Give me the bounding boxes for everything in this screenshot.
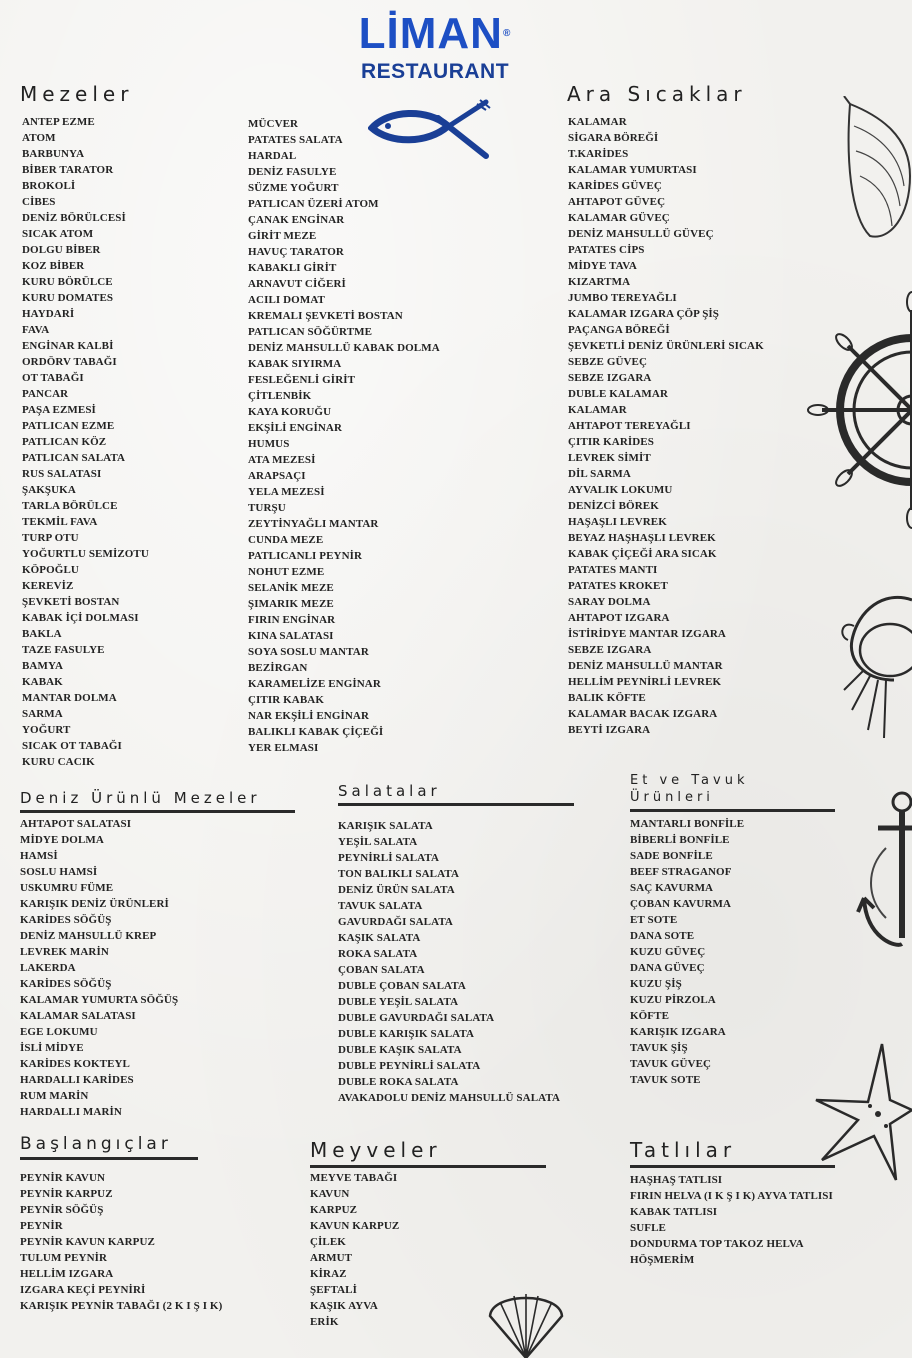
menu-item: NAR EKŞİLİ ENGİNAR	[248, 710, 369, 722]
menu-item: ET SOTE	[630, 914, 678, 926]
deniz-urunlu-mezeler-list	[20, 816, 178, 1120]
menu-item: KAVUN	[310, 1188, 350, 1200]
menu-item: KABAK SIYIRMA	[248, 358, 342, 370]
menu-item: SEBZE IZGARA	[568, 372, 652, 384]
menu-item: AHTAPOT IZGARA	[568, 612, 670, 624]
menu-item: TURŞU	[248, 502, 286, 514]
menu-item: MANTARLI BONFİLE	[630, 818, 745, 830]
menu-item: PATLICAN EZME	[22, 420, 115, 432]
menu-item: JUMBO TEREYAĞLI	[568, 292, 677, 304]
menu-item: LAKERDA	[20, 962, 76, 974]
seashell-icon	[840, 96, 912, 246]
menu-item: KABAK	[22, 676, 63, 688]
menu-item: PATLICANLI PEYNİR	[248, 550, 363, 562]
ship-wheel-icon	[800, 290, 912, 530]
section-mezeler	[20, 82, 133, 106]
section-title: Tatlılar	[630, 1138, 737, 1162]
et-tavuk-list	[630, 816, 744, 1088]
menu-item: TAVUK SALATA	[338, 900, 423, 912]
menu-item: EGE LOKUMU	[20, 1026, 98, 1038]
menu-item: PATATES SALATA	[248, 134, 343, 146]
menu-item: ARAPSAÇI	[248, 470, 306, 482]
menu-item: HAŞAŞLI LEVREK	[568, 516, 667, 528]
menu-item: SICAK ATOM	[22, 228, 94, 240]
menu-item: RUS SALATASI	[22, 468, 102, 480]
menu-item: DENİZCİ BÖREK	[568, 500, 659, 512]
menu-item: BALIK KÖFTE	[568, 692, 646, 704]
menu-item: SÜZME YOĞURT	[248, 182, 339, 194]
section-title: Başlangıçlar	[20, 1134, 172, 1154]
menu-item: DENİZ MAHSULLÜ KABAK DOLMA	[248, 342, 440, 354]
menu-item: TULUM PEYNİR	[20, 1252, 108, 1264]
menu-item: PEYNİR SÖĞÜŞ	[20, 1204, 104, 1216]
menu-item: CİBES	[22, 196, 56, 208]
menu-item: PAÇANGA BÖREĞİ	[568, 324, 670, 336]
menu-item: KURU CACIK	[22, 756, 95, 768]
menu-item: LEVREK SİMİT	[568, 452, 651, 464]
menu-item: SARAY DOLMA	[568, 596, 651, 608]
menu-item: DUBLE GAVURDAĞI SALATA	[338, 1012, 495, 1024]
menu-item: KUZU PİRZOLA	[630, 994, 716, 1006]
section-divider	[338, 803, 574, 806]
menu-item: KARİDES SÖĞÜŞ	[20, 914, 112, 926]
menu-item: CUNDA MEZE	[248, 534, 324, 546]
menu-item: DOLGU BİBER	[22, 244, 101, 256]
menu-item: ZEYTİNYAĞLI MANTAR	[248, 518, 379, 530]
scallop-shell-icon	[486, 1282, 566, 1358]
menu-item: DUBLE KARIŞIK SALATA	[338, 1028, 475, 1040]
menu-item: PATLICAN SÖĞÜRTME	[248, 326, 373, 338]
menu-item: KÖPOĞLU	[22, 564, 79, 576]
baslangiclar-list	[20, 1170, 222, 1314]
menu-item: DENİZ MAHSULLÜ MANTAR	[568, 660, 723, 672]
menu-item: YOĞURT	[22, 724, 71, 736]
menu-item: BEZİRGAN	[248, 662, 308, 674]
menu-item: HARDALLI MARİN	[20, 1106, 122, 1118]
section-divider	[310, 1165, 546, 1168]
menu-item: SİGARA BÖREĞİ	[568, 132, 659, 144]
section-title: Meyveler	[310, 1138, 442, 1162]
menu-item: DENİZ ÜRÜN SALATA	[338, 884, 455, 896]
menu-item: DANA GÜVEÇ	[630, 962, 705, 974]
menu-item: DUBLE KAŞIK SALATA	[338, 1044, 462, 1056]
menu-item: İSLİ MİDYE	[20, 1042, 84, 1054]
menu-item: ENGİNAR KALBİ	[22, 340, 114, 352]
menu-item: KAVUN KARPUZ	[310, 1220, 400, 1232]
menu-item: KALAMAR BACAK IZGARA	[568, 708, 718, 720]
menu-item: KAYA KORUĞU	[248, 406, 332, 418]
menu-item: PATLICAN ÜZERİ ATOM	[248, 198, 379, 210]
menu-item: ÇITIR KARİDES	[568, 436, 654, 448]
menu-item: KALAMAR	[568, 404, 627, 416]
section-title: Ara Sıcaklar	[567, 82, 747, 106]
menu-item: AYVALIK LOKUMU	[568, 484, 673, 496]
section-divider	[20, 810, 295, 813]
menu-item: KARİDES KOKTEYL	[20, 1058, 130, 1070]
section-divider	[630, 1165, 835, 1168]
brand-header	[330, 10, 540, 84]
menu-item: FIRIN ENGİNAR	[248, 614, 336, 626]
menu-item: ŞIMARIK MEZE	[248, 598, 334, 610]
menu-item: MİDYE TAVA	[568, 260, 637, 272]
menu-item: BAMYA	[22, 660, 64, 672]
menu-item: PATATES KROKET	[568, 580, 668, 592]
menu-item: HAMSİ	[20, 850, 58, 862]
menu-item: KIZARTMA	[568, 276, 631, 288]
section-deniz-urunlu-mezeler	[20, 789, 295, 813]
menu-item: KURU DOMATES	[22, 292, 114, 304]
menu-item: T.KARİDES	[568, 148, 629, 160]
menu-item: HUMUS	[248, 438, 290, 450]
section-title-line2: Ürünleri	[630, 790, 714, 805]
menu-item: MÜCVER	[248, 118, 299, 130]
section-salatalar	[338, 782, 574, 806]
menu-item: PEYNİR KARPUZ	[20, 1188, 113, 1200]
menu-item: TAVUK ŞİŞ	[630, 1042, 688, 1054]
menu-item: EKŞİLİ ENGİNAR	[248, 422, 343, 434]
section-meyveler	[310, 1138, 546, 1168]
menu-item: ÇANAK ENGİNAR	[248, 214, 345, 226]
menu-item: ATOM	[22, 132, 56, 144]
menu-item: KİRAZ	[310, 1268, 347, 1280]
menu-item: DUBLE ROKA SALATA	[338, 1076, 459, 1088]
menu-item: KALAMAR IZGARA ÇÖP ŞİŞ	[568, 308, 720, 320]
menu-item: FIRIN HELVA (I K Ş I K) AYVA TATLISI	[630, 1190, 833, 1202]
menu-item: DENİZ MAHSULLÜ GÜVEÇ	[568, 228, 714, 240]
menu-item: KARIŞIK SALATA	[338, 820, 433, 832]
menu-item: IZGARA KEÇİ PEYNİRİ	[20, 1284, 146, 1296]
meyveler-list	[310, 1170, 399, 1330]
menu-item: KÖFTE	[630, 1010, 670, 1022]
menu-item: HAVUÇ TARATOR	[248, 246, 344, 258]
menu-item: SELANİK MEZE	[248, 582, 334, 594]
section-et-tavuk	[630, 772, 835, 812]
menu-item: ÇITIR KABAK	[248, 694, 324, 706]
menu-item: DONDURMA TOP TAKOZ HELVA	[630, 1238, 804, 1250]
menu-item: ŞEFTALİ	[310, 1284, 357, 1296]
menu-item: HAŞHAŞ TATLISI	[630, 1174, 723, 1186]
menu-item: PANCAR	[22, 388, 69, 400]
menu-item: DANA SOTE	[630, 930, 695, 942]
menu-item: KARIŞIK IZGARA	[630, 1026, 726, 1038]
mezeler-list-col2	[248, 116, 440, 756]
tatlilar-list	[630, 1172, 833, 1268]
menu-item: BİBERLİ BONFİLE	[630, 834, 730, 846]
menu-item: HAYDARİ	[22, 308, 75, 320]
menu-item: KUZU ŞİŞ	[630, 978, 682, 990]
menu-item: BARBUNYA	[22, 148, 85, 160]
menu-item: KEREVİZ	[22, 580, 74, 592]
menu-item: YELA MEZESİ	[248, 486, 325, 498]
menu-item: LEVREK MARİN	[20, 946, 109, 958]
menu-item: SUFLE	[630, 1222, 666, 1234]
menu-item: ROKA SALATA	[338, 948, 418, 960]
menu-item: PATLICAN SALATA	[22, 452, 126, 464]
menu-item: İSTİRİDYE MANTAR IZGARA	[568, 628, 726, 640]
menu-item: PATATES MANTI	[568, 564, 658, 576]
menu-item: DUBLE YEŞİL SALATA	[338, 996, 459, 1008]
menu-item: ACILI DOMAT	[248, 294, 325, 306]
menu-item: ÇOBAN SALATA	[338, 964, 425, 976]
menu-item: KALAMAR GÜVEÇ	[568, 212, 670, 224]
brand-name: LİMAN®	[358, 9, 512, 58]
menu-item: KINA SALATASI	[248, 630, 334, 642]
menu-item: KALAMAR YUMURTA SÖĞÜŞ	[20, 994, 179, 1006]
menu-item: TEKMİL FAVA	[22, 516, 98, 528]
section-title-line1: Et ve Tavuk	[630, 773, 749, 788]
menu-item: TURP OTU	[22, 532, 79, 544]
starfish-icon	[812, 1040, 912, 1200]
menu-item: GİRİT MEZE	[248, 230, 317, 242]
menu-item: SEBZE GÜVEÇ	[568, 356, 648, 368]
menu-item: BROKOLİ	[22, 180, 76, 192]
anchor-icon	[856, 788, 912, 958]
menu-item: ARMUT	[310, 1252, 353, 1264]
menu-item: ŞAKŞUKA	[22, 484, 76, 496]
menu-item: TAZE FASULYE	[22, 644, 105, 656]
menu-item: AHTAPOT SALATASI	[20, 818, 132, 830]
menu-item: ORDÖRV TABAĞI	[22, 356, 117, 368]
menu-item: ERİK	[310, 1316, 339, 1328]
menu-item: HELLİM IZGARA	[20, 1268, 114, 1280]
menu-item: TAVUK GÜVEÇ	[630, 1058, 712, 1070]
menu-item: PAŞA EZMESİ	[22, 404, 96, 416]
menu-item: MİDYE DOLMA	[20, 834, 104, 846]
menu-item: OT TABAĞI	[22, 372, 84, 384]
menu-item: BEYAZ HAŞHAŞLI LEVREK	[568, 532, 716, 544]
menu-item: KALAMAR YUMURTASI	[568, 164, 697, 176]
menu-item: ATA MEZESİ	[248, 454, 316, 466]
menu-item: ŞEVKETİ BOSTAN	[22, 596, 120, 608]
salatalar-list	[338, 818, 560, 1106]
menu-item: SARMA	[22, 708, 63, 720]
menu-item: YEŞİL SALATA	[338, 836, 418, 848]
crab-icon	[834, 580, 912, 740]
menu-item: PEYNİR KAVUN	[20, 1172, 106, 1184]
menu-item: TON BALIKLI SALATA	[338, 868, 460, 880]
menu-item: ANTEP EZME	[22, 116, 95, 128]
menu-item: SEBZE IZGARA	[568, 644, 652, 656]
section-tatlilar	[630, 1138, 835, 1168]
menu-item: AHTAPOT TEREYAĞLI	[568, 420, 691, 432]
menu-item: ŞEVKETLİ DENİZ ÜRÜNLERİ SICAK	[568, 340, 764, 352]
menu-item: KARAMELİZE ENGİNAR	[248, 678, 381, 690]
menu-item: AVAKADOLU DENİZ MAHSULLÜ SALATA	[338, 1092, 561, 1104]
menu-item: BİBER TARATOR	[22, 164, 114, 176]
menu-item: USKUMRU FÜME	[20, 882, 114, 894]
menu-item: HÖŞMERİM	[630, 1254, 695, 1266]
menu-item: KARIŞIK DENİZ ÜRÜNLERİ	[20, 898, 169, 910]
menu-item: KARİDES GÜVEÇ	[568, 180, 662, 192]
menu-item: DENİZ FASULYE	[248, 166, 337, 178]
menu-item: KABAK İÇİ DOLMASI	[22, 612, 139, 624]
menu-item: HELLİM PEYNİRLİ LEVREK	[568, 676, 722, 688]
menu-item: PEYNİRLİ SALATA	[338, 852, 440, 864]
menu-item: BALIKLI KABAK ÇİÇEĞİ	[248, 726, 384, 738]
section-divider	[630, 809, 835, 812]
section-baslangiclar	[20, 1134, 198, 1160]
menu-item: RUM MARİN	[20, 1090, 89, 1102]
menu-item: KUZU GÜVEÇ	[630, 946, 706, 958]
menu-item: BEEF STRAGANOF	[630, 866, 732, 878]
menu-item: SAÇ KAVURMA	[630, 882, 714, 894]
menu-item: KALAMAR SALATASI	[20, 1010, 136, 1022]
menu-item: DUBLE PEYNİRLİ SALATA	[338, 1060, 481, 1072]
menu-item: KALAMAR	[568, 116, 627, 128]
menu-item: SADE BONFİLE	[630, 850, 713, 862]
menu-item: HARDALLI KARİDES	[20, 1074, 134, 1086]
menu-item: DİL SARMA	[568, 468, 631, 480]
menu-item: GAVURDAĞI SALATA	[338, 916, 453, 928]
menu-item: BAKLA	[22, 628, 62, 640]
section-ara-sicaklar	[567, 82, 747, 106]
menu-item: HARDAL	[248, 150, 297, 162]
menu-item: DUBLE KALAMAR	[568, 388, 668, 400]
menu-item: ARNAVUT CİĞERİ	[248, 278, 346, 290]
menu-item: AHTAPOT GÜVEÇ	[568, 196, 666, 208]
menu-item: KURU BÖRÜLCE	[22, 276, 113, 288]
menu-item: PEYNİR	[20, 1220, 63, 1232]
menu-item: SICAK OT TABAĞI	[22, 740, 122, 752]
menu-item: DENİZ BÖRÜLCESİ	[22, 212, 126, 224]
menu-item: YER ELMASI	[248, 742, 319, 754]
menu-item: KAŞIK AYVA	[310, 1300, 378, 1312]
menu-item: KARPUZ	[310, 1204, 358, 1216]
menu-item: TAVUK SOTE	[630, 1074, 701, 1086]
menu-item: ÇİTLENBİK	[248, 390, 312, 402]
menu-item: ÇOBAN KAVURMA	[630, 898, 732, 910]
menu-item: YOĞURTLU SEMİZOTU	[22, 548, 149, 560]
menu-item: KABAK TATLISI	[630, 1206, 718, 1218]
section-title: Deniz Ürünlü Mezeler	[20, 789, 261, 807]
menu-item: ÇİLEK	[310, 1236, 346, 1248]
menu-item: FAVA	[22, 324, 50, 336]
menu-item: KOZ BİBER	[22, 260, 85, 272]
menu-item: KARİDES SÖĞÜŞ	[20, 978, 112, 990]
menu-item: PATLICAN KÖZ	[22, 436, 107, 448]
menu-item: MEYVE TABAĞI	[310, 1172, 398, 1184]
menu-item: KAŞIK SALATA	[338, 932, 421, 944]
section-divider	[20, 1157, 198, 1160]
section-title: Salatalar	[338, 782, 441, 800]
menu-item: NOHUT EZME	[248, 566, 325, 578]
menu-item: TARLA BÖRÜLCE	[22, 500, 118, 512]
menu-item: DENİZ MAHSULLÜ KREP	[20, 930, 157, 942]
brand-subtitle: RESTAURANT	[360, 60, 510, 83]
ara-sicaklar-list	[568, 114, 764, 738]
mezeler-list-col1	[22, 114, 149, 770]
menu-item: KABAKLI GİRİT	[248, 262, 337, 274]
section-title: Mezeler	[20, 82, 134, 106]
menu-item: KABAK ÇİÇEĞİ ARA SICAK	[568, 548, 717, 560]
menu-item: KARIŞIK PEYNİR TABAĞI (2 K I Ş I K)	[20, 1300, 223, 1312]
menu-item: SOSLU HAMSİ	[20, 866, 98, 878]
menu-item: MANTAR DOLMA	[22, 692, 117, 704]
menu-item: KREMALI ŞEVKETİ BOSTAN	[248, 310, 403, 322]
menu-item: PEYNİR KAVUN KARPUZ	[20, 1236, 155, 1248]
menu-item: DUBLE ÇOBAN SALATA	[338, 980, 466, 992]
menu-item: BEYTİ IZGARA	[568, 724, 651, 736]
menu-item: FESLEĞENLİ GİRİT	[248, 374, 356, 386]
menu-item: SOYA SOSLU MANTAR	[248, 646, 369, 658]
menu-item: PATATES CİPS	[568, 244, 645, 256]
